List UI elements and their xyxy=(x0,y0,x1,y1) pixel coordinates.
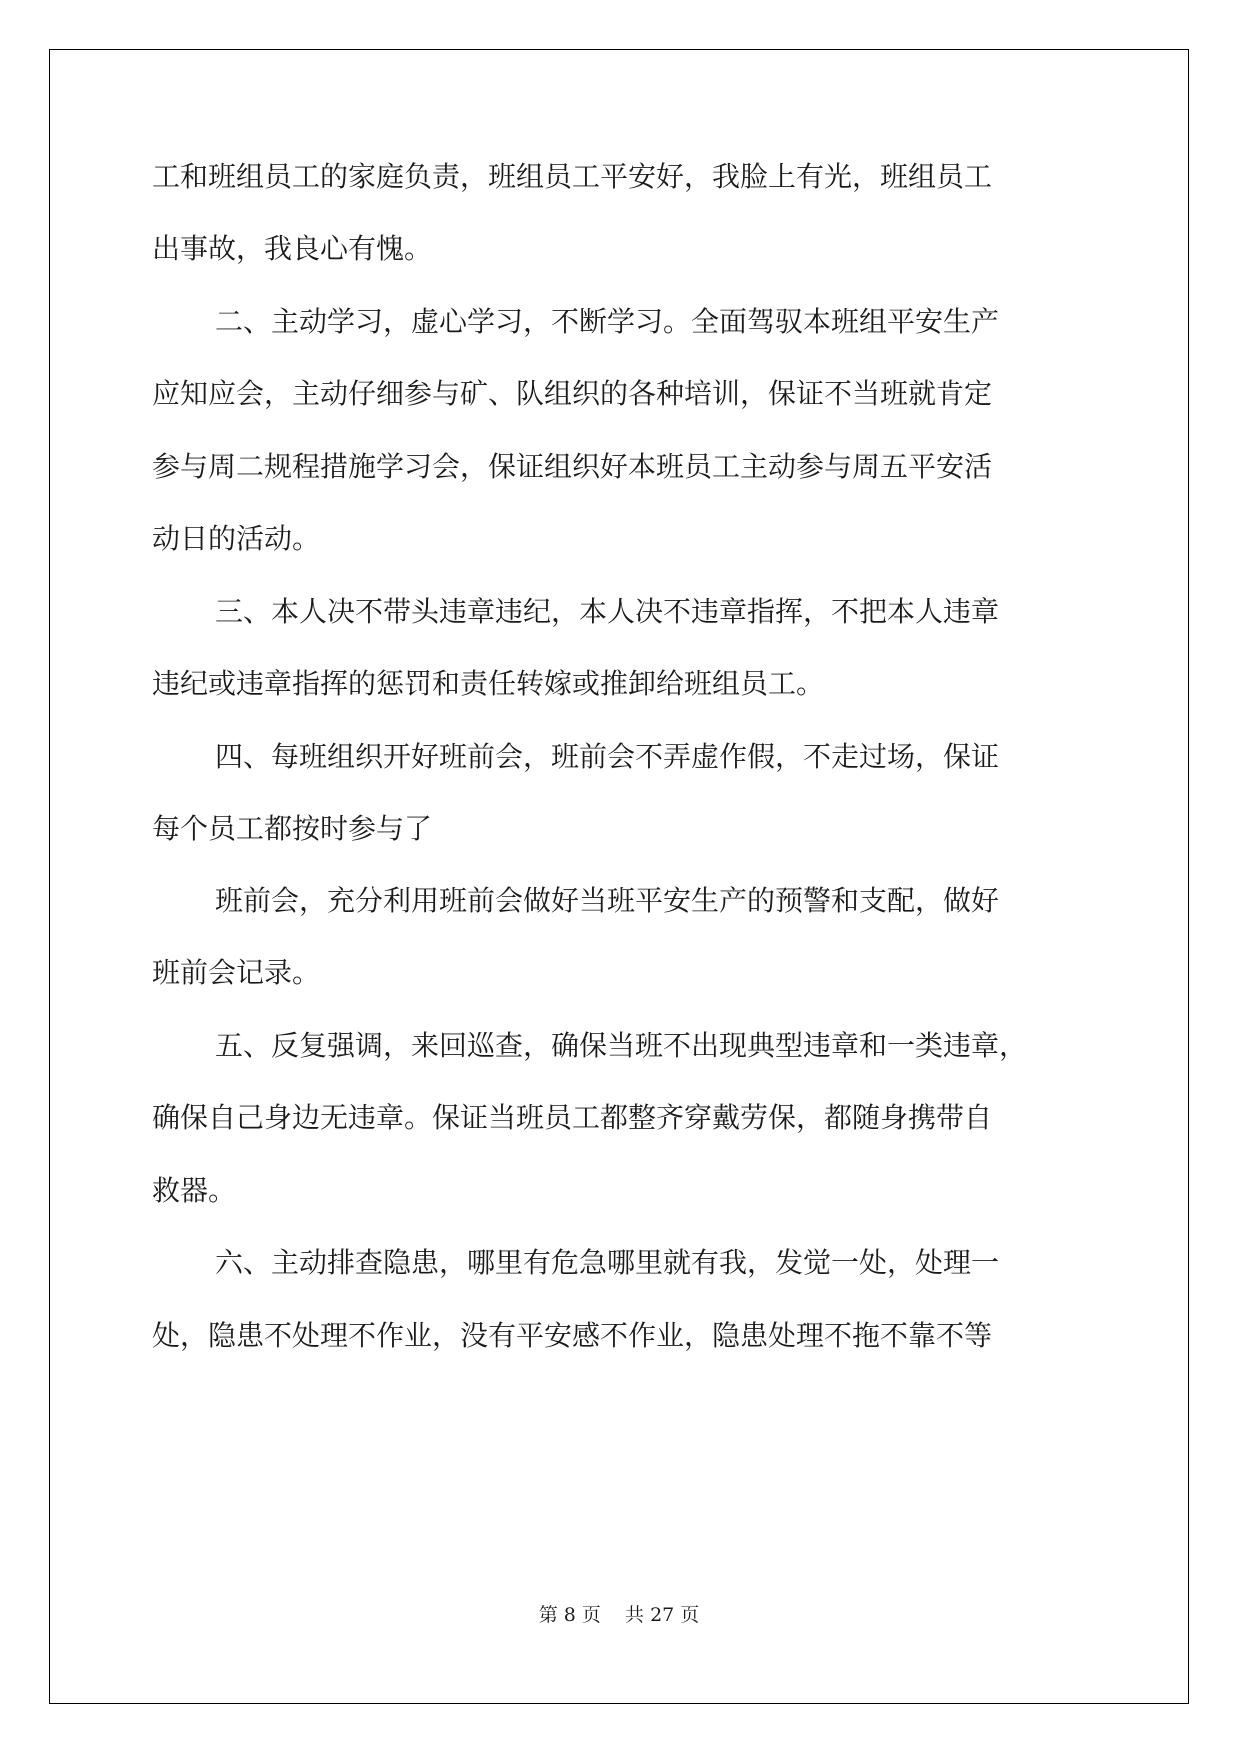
paragraph-1-line-1: 工和班组员工的家庭负责，班组员工平安好，我脸上有光，班组员工 xyxy=(152,160,993,193)
paragraph-7-line-1: 六、主动排查隐患，哪里有危急哪里就有我，发觉一处，处理一 xyxy=(215,1246,1000,1279)
paragraph-3-line-1: 三、本人决不带头违章违纪，本人决不违章指挥，不把本人违章 xyxy=(215,595,1000,628)
paragraph-7-line-2: 处，隐患不处理不作业，没有平安感不作业，隐患处理不拖不靠不等 xyxy=(152,1319,993,1352)
paragraph-5-line-1: 班前会，充分利用班前会做好当班平安生产的预警和支配，做好 xyxy=(215,884,1000,917)
document-page xyxy=(49,49,1189,1704)
paragraph-3-line-2: 违纪或违章指挥的惩罚和责任转嫁或推卸给班组员工。 xyxy=(152,667,825,700)
page-number-footer: 第 8 页 共 27 页 xyxy=(538,1604,700,1626)
paragraph-2-line-3: 参与周二规程措施学习会，保证组织好本班员工主动参与周五平安活 xyxy=(152,450,993,483)
paragraph-2-line-2: 应知应会，主动仔细参与矿、队组织的各种培训，保证不当班就肯定 xyxy=(152,377,993,410)
paragraph-6-line-1: 五、反复强调，来回巡查，确保当班不出现典型违章和一类违章， xyxy=(215,1029,1028,1062)
paragraph-2-line-1: 二、主动学习，虚心学习，不断学习。全面驾驭本班组平安生产 xyxy=(215,305,1000,338)
paragraph-6-line-2: 确保自己身边无违章。保证当班员工都整齐穿戴劳保，都随身携带自 xyxy=(152,1101,993,1134)
paragraph-4-line-1: 四、每班组织开好班前会，班前会不弄虚作假，不走过场，保证 xyxy=(215,740,1000,773)
paragraph-1-line-2: 出事故，我良心有愧。 xyxy=(152,232,433,265)
paragraph-2-line-4: 动日的活动。 xyxy=(152,522,321,555)
paragraph-4-line-2: 每个员工都按时参与了 xyxy=(152,812,433,845)
paragraph-5-line-2: 班前会记录。 xyxy=(152,956,321,989)
paragraph-6-line-3: 救器。 xyxy=(152,1174,237,1207)
